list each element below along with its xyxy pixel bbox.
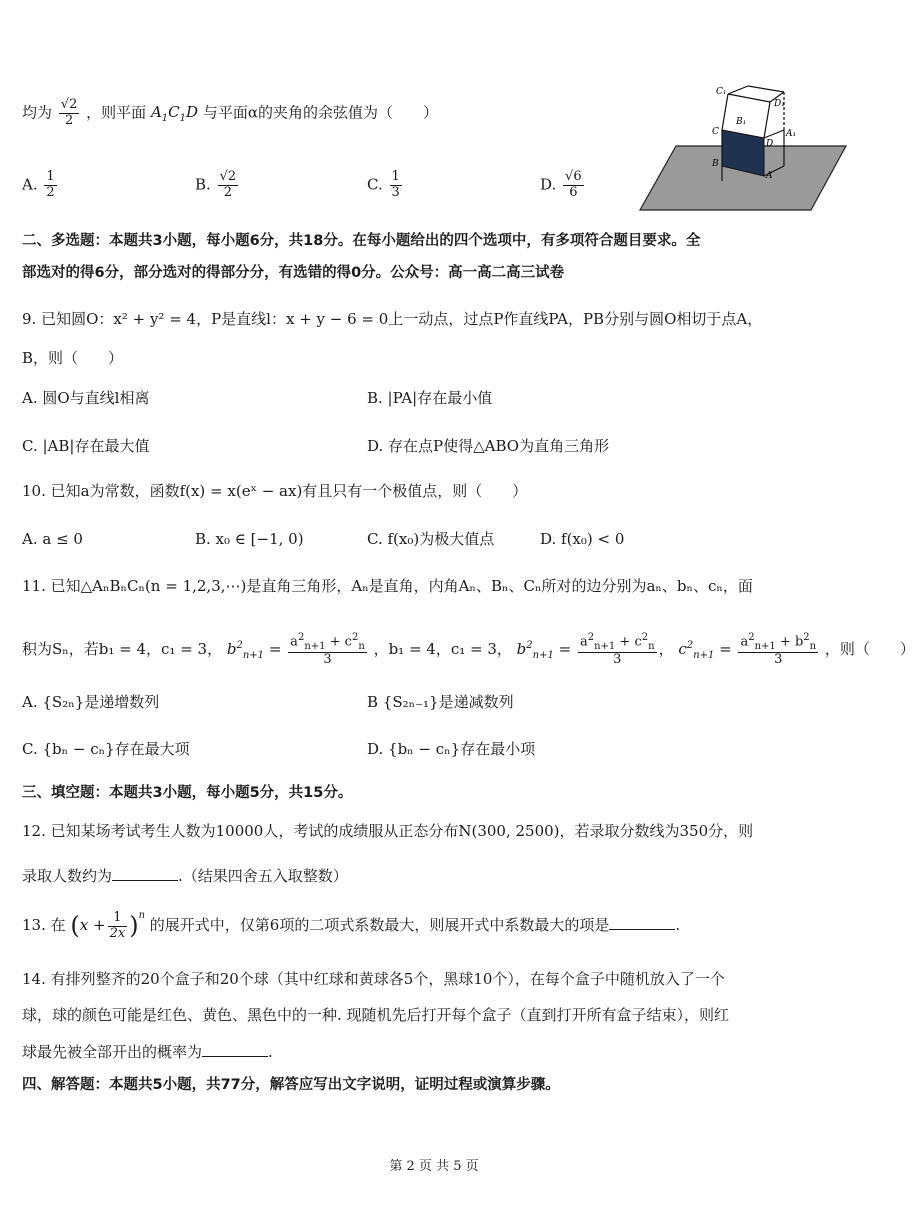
section4-header: 四、解答题：本题共5小题，共77分，解答应写出文字说明，证明过程或演算步骤。: [22, 1077, 560, 1093]
q8-text-2: ，则平面: [86, 103, 147, 122]
section2-header-line2: 部选对的得6分，部分选对的得部分分，有选错的得0分。公众号：高一高二高三试卷: [22, 265, 565, 281]
q13-line: [22, 910, 680, 941]
q11-stem-line1: 11. 已知△AₙBₙCₙ(n = 1,2,3,⋯)是直角三角形，Aₙ是直角，内角Aₙ、Bₙ、Cₙ所对的边分别为aₙ、bₙ、cₙ，面: [22, 577, 753, 595]
q13-post: 的展开式中，仅第6项的二项式系数最大，则展开式中系数最大的项是: [149, 916, 610, 934]
q14-line3: [22, 1042, 273, 1061]
formula-x-plus: x +: [79, 916, 106, 934]
q11-option-c: C. {bₙ − cₙ}存在最大项: [22, 740, 190, 758]
q8-stem: [22, 98, 438, 129]
q14-line2: 球，球的颜色可能是红色、黄色、黑色中的一种. 现随机先后打开每个盒子（直到打开所有盒子结束），则红: [22, 1006, 730, 1024]
exponent-n: n: [138, 910, 146, 921]
label-b: B: [712, 159, 719, 169]
q11-text-c: ，则（ ）: [824, 640, 915, 659]
q8-option-d: [540, 170, 586, 201]
frac-a-c-over-3: $\frac{a^2_{n+1} + c^2_n}{3}$: [290, 632, 365, 668]
q10-option-b: B. x₀ ∈ [−1, 0): [195, 530, 304, 548]
formula-c-sq: $c^2_{n+1}$ =: [678, 640, 732, 662]
formula-b-sq: $b^2_{n+1}$ =: [226, 640, 282, 662]
q9-option-d: D. 存在点P使得△ABO为直角三角形: [367, 437, 610, 455]
q9-option-b: B. |PA|存在最小值: [367, 389, 493, 407]
option-letter: A.: [22, 175, 38, 194]
label-a1: A₁: [786, 129, 797, 139]
q13-pre: 13. 在: [22, 916, 66, 934]
q11-option-a: A. {S₂ₙ}是递增数列: [22, 693, 160, 711]
label-c1: C₁: [716, 87, 727, 97]
q11-option-d: D. {bₙ − cₙ}存在最小项: [367, 740, 536, 758]
q10-option-c: C. f(x₀)为极大值点: [367, 530, 495, 548]
paren-close: ): [129, 911, 139, 940]
q12-line2: [22, 866, 348, 885]
q14-answer-blank[interactable]: [202, 1042, 268, 1057]
plane-a1c1d: $A_1C_1D$: [150, 103, 199, 125]
section3-header: 三、填空题：本题共3小题，每小题5分，共15分。: [22, 785, 353, 801]
q14-text-b: .: [268, 1043, 273, 1061]
q14-line1: 14. 有排列整齐的20个盒子和20个球（其中红球和黄球各5个，黑球10个），在每个盒子中随机放入了一个: [22, 970, 725, 988]
q12-line1: 12. 已知某场考试考生人数为10000人，考试的成绩服从正态分布N(300, 2500)，若录取分数线为350分，则: [22, 822, 754, 840]
q11-text-a: 积为Sₙ，若b₁ = 4，c₁ = 3，: [22, 640, 223, 659]
q11-option-b: B {S₂ₙ₋₁}是递减数列: [367, 693, 514, 711]
q10-option-d: D. f(x₀) < 0: [540, 530, 625, 548]
q12-text-b: .（结果四舍五入取整数）: [178, 867, 348, 885]
q8-option-a: [22, 170, 59, 201]
q14-text-a: 球最先被全部开出的概率为: [22, 1043, 203, 1061]
q12-text-a: 录取人数约为: [22, 867, 113, 885]
q8-option-b: [195, 170, 240, 201]
paren-open: (: [70, 911, 80, 940]
frac-a-b-over-3: $\frac{a^2_{n+1} + b^2_n}{3}$: [740, 632, 817, 668]
q13-end: .: [675, 916, 681, 934]
frac-sqrt6-6: $\frac{√6}{6}$: [565, 169, 582, 200]
q12-answer-blank[interactable]: [112, 866, 178, 881]
option-letter: C.: [367, 175, 383, 194]
q10-stem: 10. 已知a为常数，函数f(x) = x(eˣ − ax)有且只有一个极值点，则（ ）: [22, 482, 528, 500]
label-c: C: [712, 127, 719, 137]
label-b1: B₁: [736, 117, 747, 127]
q9-option-a: A. 圆O与直线l相离: [22, 389, 150, 407]
cube-on-plane-figure: [636, 86, 851, 216]
option-letter: B.: [195, 175, 211, 194]
label-d1: D₁: [774, 99, 785, 109]
option-letter: D.: [540, 175, 557, 194]
frac-a-c-over-3-2: $\frac{a^2_{n+1} + c^2_n}{3}$: [579, 632, 655, 668]
frac-1-2x: $\frac{1}{2x}$: [109, 909, 126, 941]
label-d: D: [766, 139, 774, 149]
label-a: A: [766, 171, 773, 181]
frac-1-2: $\frac{1}{2}$: [46, 169, 55, 200]
q8-option-c: [367, 170, 404, 201]
sqrt2-over-2: $\frac{√2}{2}$: [60, 97, 78, 128]
frac-1-3: $\frac{1}{3}$: [391, 169, 400, 200]
q11-text-b: ，b₁ = 4，c₁ = 3，: [373, 640, 512, 659]
q9-stem-line2: B，则（ ）: [22, 349, 124, 367]
q9-stem-line1: 9. 已知圆O：x² + y² = 4，P是直线l：x + y − 6 = 0上一动点，过点P作直线PA，PB分别与圆O相切于点A，: [22, 310, 763, 328]
q11-stem-line2: 积为Sₙ，若b₁ = 4，c₁ = 3， $b^2_{n+1}$ = $\frac{a^2_{n+1} + c^2_n}{3}$ ，b₁ = 4，c₁ = 3， $b^2_{n+1}$ = $\frac{a^2_{n+1} + c^2_n}{3}$ ， $c^2_{n+1}$ = $\frac{a^2_{n+1} + b^2_n}{3}$ ，则（ ）: [22, 632, 915, 668]
q8-text-3: 与平面α的夹角的余弦值为（ ）: [202, 103, 438, 122]
frac-sqrt2-2: $\frac{√2}{2}$: [219, 169, 237, 200]
page-footer: 第 2 页 共 5 页: [389, 1159, 479, 1174]
q10-option-a: A. a ≤ 0: [22, 530, 83, 548]
section2-header-line1: 二、多选题：本题共3小题，每小题6分，共18分。在每小题给出的四个选项中，有多项符合题目要求。全: [22, 233, 701, 249]
q13-answer-blank[interactable]: [609, 915, 675, 930]
q9-option-c: C. |AB|存在最大值: [22, 437, 150, 455]
formula-b-sq-2: $b^2_{n+1}$ =: [516, 640, 572, 662]
q8-text-1: 均为: [22, 103, 53, 122]
